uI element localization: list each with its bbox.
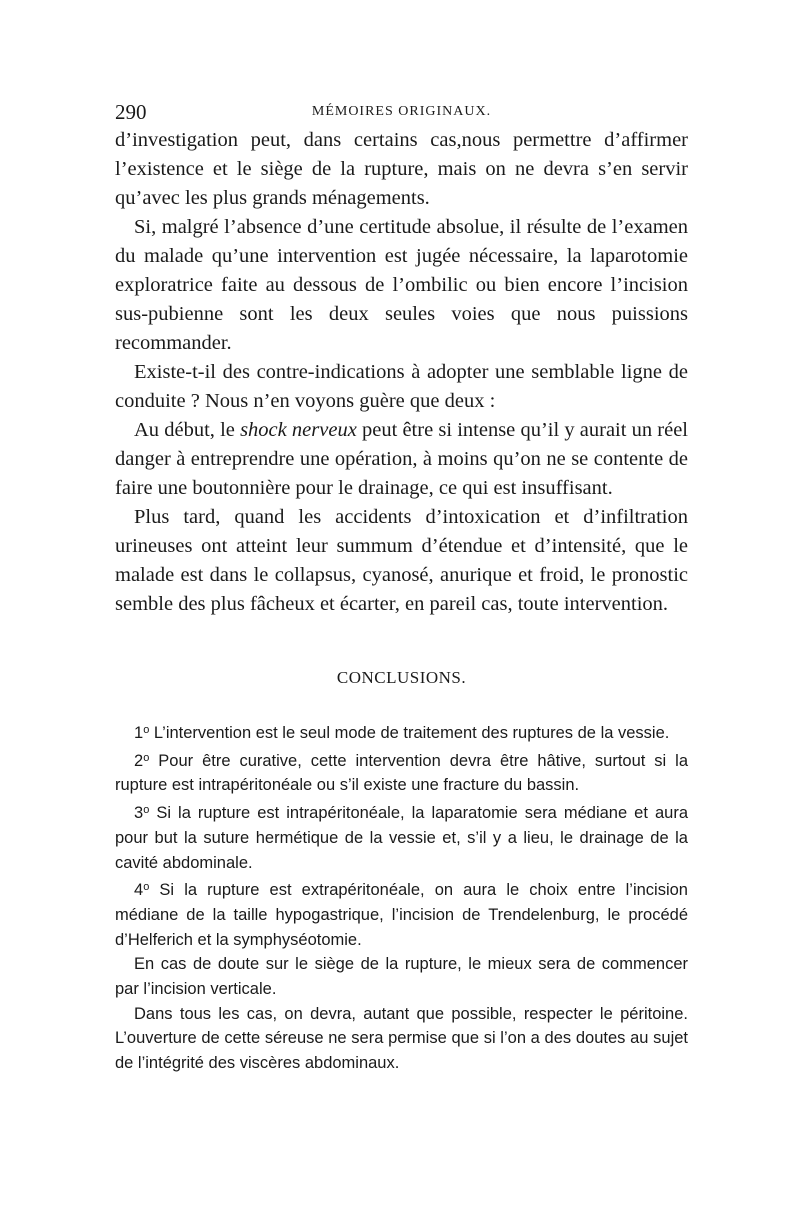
- paragraph-4-rest: peut être si intense qu’il y aurait un réel danger à entreprendre une opération, à moins qu’on ne se contente de faire une boutonnière pour le drainage, ce qui est insuffisant.: [115, 419, 689, 499]
- conclusion-text: Pour être curative, cette intervention devra être hâtive, surtout si la rupture est intrapéritonéale ou s’il existe une fracture du bassin.: [115, 751, 688, 795]
- conclusion-number: 1: [134, 724, 144, 742]
- conclusion-text: Si la rupture est intrapéritonéale, la laparatomie sera médiane et aura pour but la suture hermétique de la vessie et, s’il y a lieu, le drainage de la cavité abdominale.: [115, 804, 688, 872]
- conclusion-ordinal: o: [143, 751, 150, 764]
- paragraph-5: Plus tard, quand les accidents d’intoxication et d’infiltration urineuses ont atteint leur summum d’étendue et d’intensité, que le malade est dans le collapsus, cyanosé, anurique et froid, le pronostic semble des plus fâcheux et écarter, en pareil cas, toute intervention.: [115, 506, 688, 615]
- conclusion-text: Si la rupture est extrapéritonéale, on aura le choix entre l’incision médiane de la taille hypogastrique, l’incision de Trendelenburg, le procédé d’Helferich et la symphyséotomie.: [115, 881, 688, 949]
- conclusion-ordinal: o: [143, 804, 150, 817]
- conclusions-list: [115, 718, 688, 1076]
- conclusion-text: Dans tous les cas, on devra, autant que possible, respecter le péritoine. L’ouverture de cette séreuse ne sera permise que si l’on a des doutes au sujet de l’intégrité des viscères abdominaux.: [115, 1004, 688, 1073]
- conclusion-text: En cas de doute sur le siège de la rupture, le mieux sera de commencer par l’incision verticale.: [115, 955, 688, 999]
- conclusion-text: L’intervention est le seul mode de traitement des ruptures de la vessie.: [149, 724, 670, 742]
- paragraph-1: d’investigation peut, dans certains cas,nous permettre d’affirmer l’existence et le siège de la rupture, mais on ne devra s’en servir qu’avec les plus grands ménagements.: [115, 129, 688, 209]
- conclusion-item: [115, 1002, 688, 1076]
- conclusion-number: 2: [134, 751, 144, 770]
- conclusions-heading: CONCLUSIONS.: [336, 668, 467, 687]
- paragraph-2: Si, malgré l’absence d’une certitude absolue, il résulte de l’examen du malade qu’une intervention est jugée nécessaire, la laparotomie exploratrice faite au dessous de l’ombilic ou bien encore l’incision sus-pubienne sont les deux seules voies que nous puissions recommander.: [115, 216, 688, 354]
- conclusion-number: 4: [134, 881, 144, 900]
- paragraph-4-lead: Au début, le: [134, 419, 235, 441]
- conclusion-item: [115, 875, 688, 952]
- conclusion-ordinal: o: [143, 724, 150, 736]
- conclusion-item: [115, 746, 688, 798]
- conclusion-item: [115, 718, 688, 746]
- page-header: [115, 100, 688, 126]
- conclusion-item: [115, 798, 688, 875]
- running-title: MÉMOIRES ORIGINAUX.: [311, 104, 492, 119]
- conclusion-item: [115, 952, 688, 1001]
- conclusion-ordinal: o: [143, 881, 150, 894]
- conclusion-number: 3: [134, 804, 144, 823]
- body-text: [115, 126, 688, 619]
- paragraph-4: [115, 416, 688, 503]
- paragraph-4-italic: shock nerveux: [240, 419, 357, 441]
- paragraph-3: Existe-t-il des contre-indications à adopter une semblable ligne de conduite ? Nous n’en voyons guère que deux :: [115, 361, 688, 412]
- page-number: 290: [115, 100, 147, 124]
